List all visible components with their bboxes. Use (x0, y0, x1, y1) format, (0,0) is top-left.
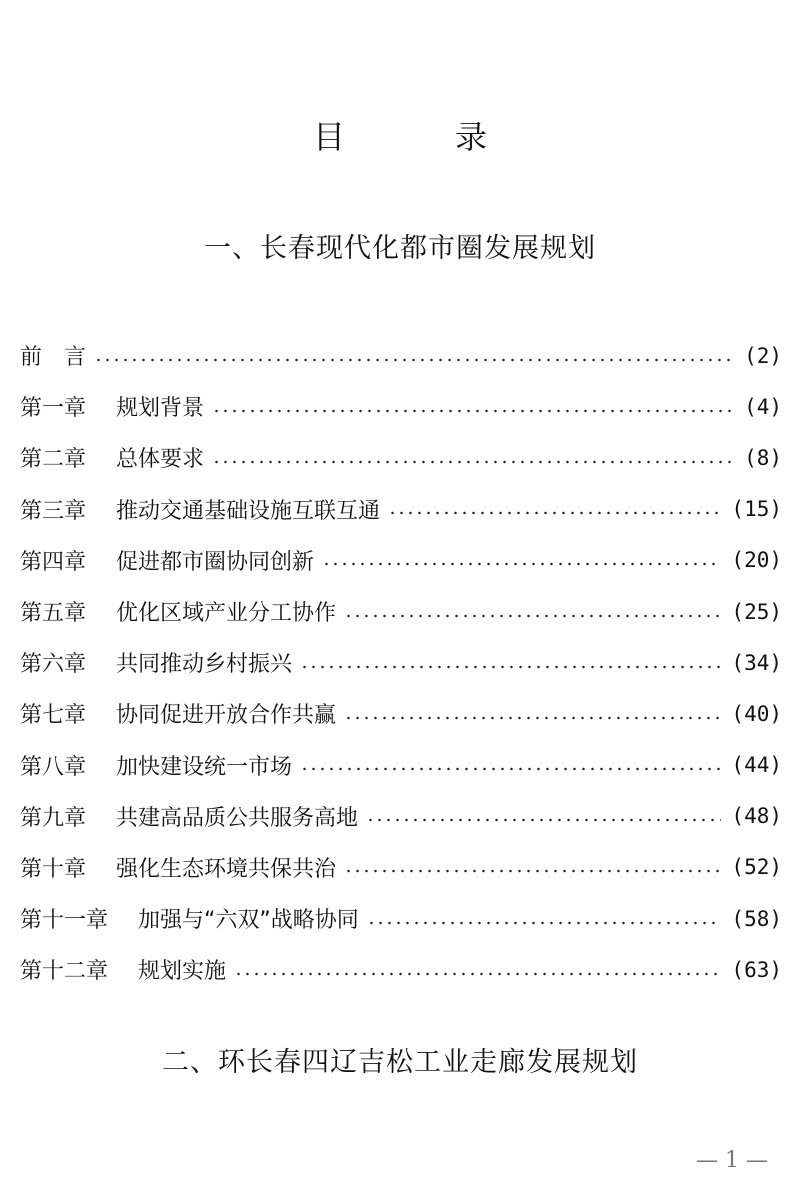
toc-page: (34) (731, 650, 782, 675)
toc-chapter: 第七章 (20, 703, 87, 729)
toc-entry[interactable] (20, 535, 782, 586)
toc-chapter: 第五章 (20, 601, 87, 627)
toc-title: 规划背景 (116, 396, 205, 422)
toc-chapter: 第六章 (20, 652, 87, 678)
toc-chapter: 第十章 (20, 856, 87, 882)
title-right: 录 (455, 118, 488, 156)
dot-leader (322, 562, 721, 566)
dot-leader (212, 460, 734, 464)
section-heading-2: 二、环长春四辽吉松工业走廊发展规划 (162, 1047, 638, 1078)
toc-page: (48) (731, 804, 782, 829)
toc-page: (63) (731, 957, 782, 982)
toc-chapter: 第八章 (20, 754, 87, 780)
toc-page: (44) (731, 753, 782, 778)
dot-leader (344, 869, 721, 873)
title-left: 目 (312, 118, 345, 156)
toc-chapter: 第十一章 (20, 908, 109, 934)
toc-entry[interactable] (20, 688, 782, 739)
toc-entry[interactable] (20, 944, 782, 995)
dot-leader (234, 972, 721, 976)
dot-leader (344, 716, 721, 720)
toc-chapter: 第九章 (20, 805, 87, 831)
toc-page: (25) (731, 599, 782, 624)
toc-chapter: 第二章 (20, 447, 87, 473)
toc-title: 加快建设统一市场 (116, 754, 293, 780)
toc-entry[interactable] (20, 893, 782, 944)
toc-title: 强化生态环境共保共治 (116, 856, 337, 882)
toc-title: 规划实施 (138, 959, 227, 985)
toc-entry[interactable] (20, 484, 782, 535)
toc-page: (2) (744, 343, 782, 368)
page-number: — 1 — (696, 1148, 768, 1173)
dot-leader (300, 665, 721, 669)
page-title (0, 112, 800, 158)
toc-chapter: 第四章 (20, 549, 87, 575)
dot-leader (366, 818, 721, 822)
toc-page: (4) (744, 394, 782, 419)
toc-chapter: 前 言 (20, 345, 87, 371)
section-heading-1: 一、长春现代化都市圈发展规划 (204, 233, 596, 264)
toc-page: (58) (731, 906, 782, 931)
dot-leader (367, 921, 722, 925)
dot-leader (300, 767, 721, 771)
toc-entry[interactable] (20, 791, 782, 842)
toc-entry[interactable] (20, 740, 782, 791)
toc-chapter: 第三章 (20, 498, 87, 524)
toc-entry[interactable] (20, 586, 782, 637)
toc-entry[interactable] (20, 842, 782, 893)
toc-chapter: 第十二章 (20, 959, 109, 985)
dot-leader (212, 409, 734, 413)
toc-page: (52) (731, 855, 782, 880)
toc-title: 总体要求 (116, 447, 205, 473)
dot-leader (94, 358, 734, 362)
toc-entry[interactable] (20, 330, 782, 381)
toc-chapter: 第一章 (20, 396, 87, 422)
toc-title: 共同推动乡村振兴 (116, 652, 293, 678)
toc-entry[interactable] (20, 637, 782, 688)
toc-entry[interactable] (20, 381, 782, 432)
toc-title: 推动交通基础设施互联互通 (116, 498, 381, 524)
toc-title: 协同促进开放合作共赢 (116, 703, 337, 729)
toc-title: 共建高品质公共服务高地 (116, 805, 359, 831)
toc-title: 加强与“六双”战略协同 (138, 908, 359, 934)
dot-leader (388, 511, 721, 515)
toc-entry[interactable] (20, 432, 782, 483)
toc-page: (15) (731, 497, 782, 522)
toc-page: (40) (731, 701, 782, 726)
dot-leader (344, 614, 721, 618)
toc-title: 促进都市圈协同创新 (116, 549, 315, 575)
toc-title: 优化区域产业分工协作 (116, 601, 337, 627)
table-of-contents (20, 330, 782, 995)
toc-page: (20) (731, 548, 782, 573)
toc-page: (8) (744, 445, 782, 470)
